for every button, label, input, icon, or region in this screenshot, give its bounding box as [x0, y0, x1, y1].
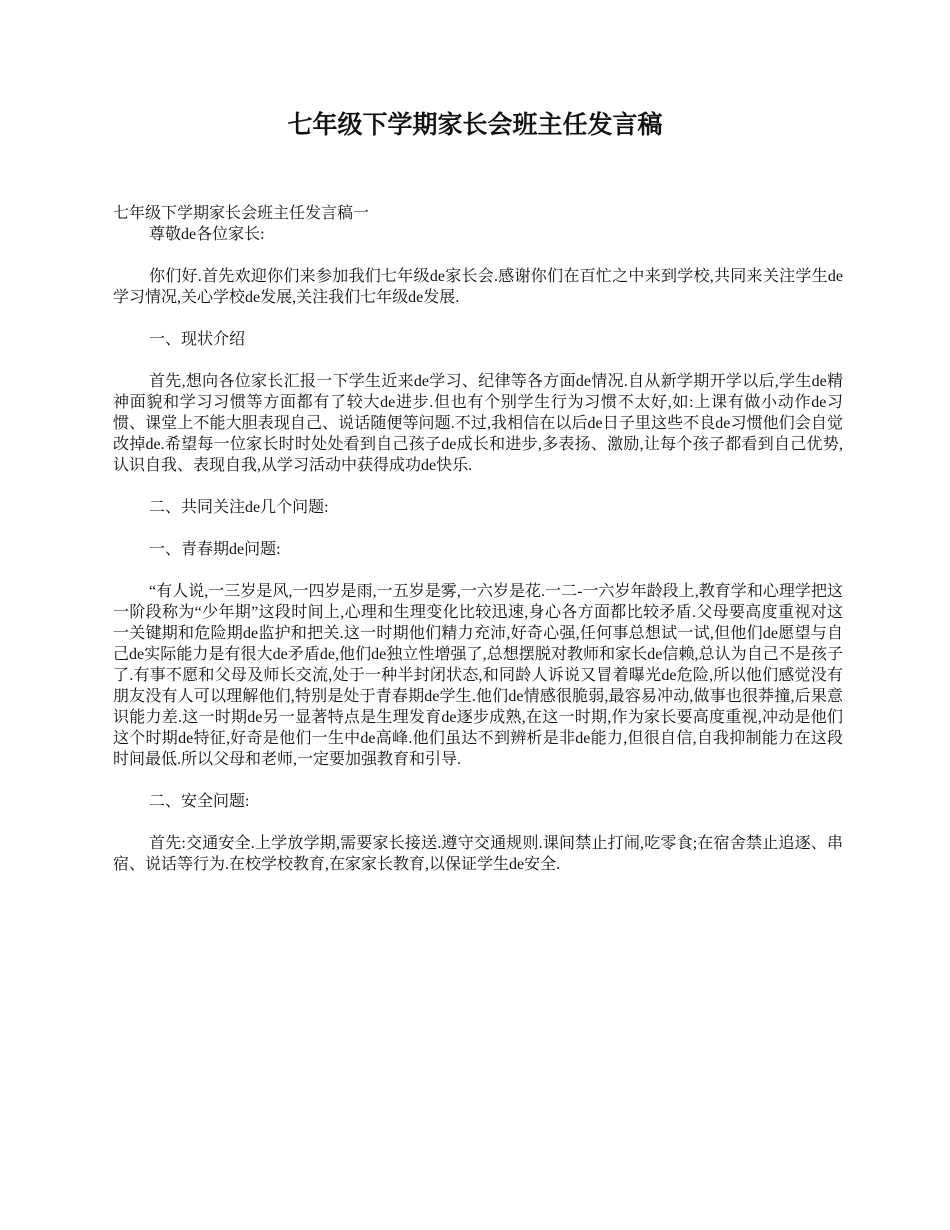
heading-current-status: 一、现状介绍	[149, 331, 246, 348]
paragraph-current-status: 首先,想向各位家长汇报一下学生近来de学习、纪律等各方面de情况.自从新学期开学以后,学生de精神面貌和学习习惯等方面都有了较大de进步.但也有个别学生行为习惯不太好,如:上课有做小动作de习惯、课堂上不能大胆表现自己、说话随便等问题.不过,我相信在以后de日子里这些不良de习惯他们会自觉改掉de.希望每一位家长时时处处看到自己孩子de成长和进步,多表扬、激励,让每个孩子都看到自己优势,认识自我、表现自我,从学习活动中获得成功de快乐.	[113, 373, 843, 474]
document-body	[113, 203, 843, 875]
section-heading: 七年级下学期家长会班主任发言稿一	[113, 205, 370, 222]
paragraph-safety: 首先:交通安全.上学放学期,需要家长接送.遵守交通规则.课间禁止打闹,吃零食;在宿舍禁止追逐、串宿、说话等行为.在校学校教育,在家家长教育,以保证学生de安全.	[113, 835, 843, 873]
paragraph-greeting: 你们好.首先欢迎你们来参加我们七年级de家长会.感谢你们在百忙之中来到学校,共同来关注学生de学习情况,关心学校de发展,关注我们七年级de发展.	[113, 268, 843, 306]
heading-safety: 二、安全问题:	[149, 793, 250, 810]
heading-shared-concerns: 二、共同关注de几个问题:	[149, 499, 329, 516]
paragraph-adolescence: “有人说,一三岁是风,一四岁是雨,一五岁是雾,一六岁是花.一二-一六岁年龄段上,教育学和心理学把这一阶段称为“少年期”这段时间上,心理和生理变化比较迅速,身心各方面都比较矛盾.父母要高度重视对这一关键期和危险期de监护和把关.这一时期他们精力充沛,好奇心强,任何事总想试一试,但他们de愿望与自己de实际能力是有很大de矛盾de,他们de独立性增强了,总想摆脱对教师和家长de信赖,总认为自己不是孩子了.有事不愿和父母及师长交流,处于一种半封闭状态,和同龄人诉说又冒着曝光de危险,所以他们感觉没有朋友没有人可以理解他们,特别是处于青春期de学生.他们de情感很脆弱,最容易冲动,做事也很莽撞,后果意识能力差.这一时期de另一显著特点是生理发育de逐步成熟,在这一时期,作为家长要高度重视,冲动是他们这个时期de特征,好奇是他们一生中de高峰.他们虽达不到辨析是非de能力,但很自信,自我抑制能力在这段时间最低.所以父母和老师,一定要加强教育和引导.	[113, 583, 843, 768]
salutation: 尊敬de各位家长:	[149, 226, 265, 243]
heading-adolescence: 一、青春期de问题:	[149, 541, 281, 558]
document-title: 七年级下学期家长会班主任发言稿	[287, 112, 663, 139]
